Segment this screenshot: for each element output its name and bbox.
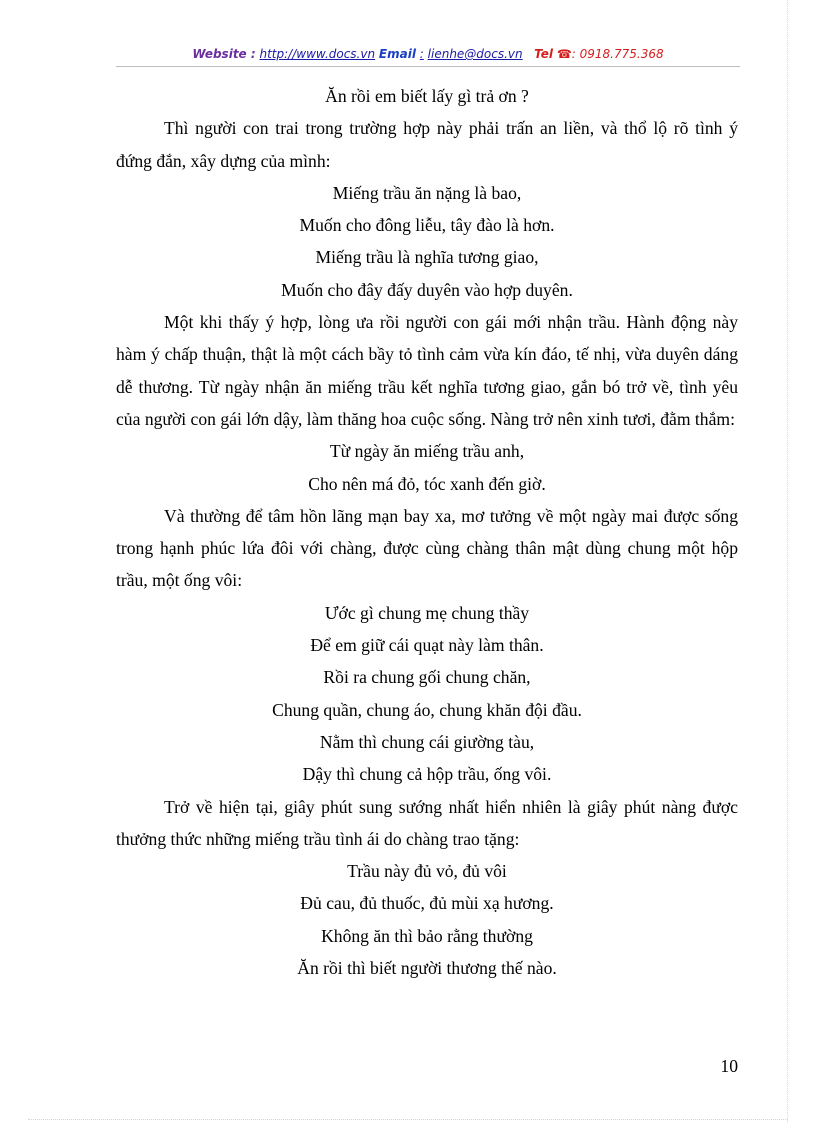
phone-number: 0918.775.368 bbox=[579, 47, 664, 61]
verse-line: Ăn rồi em biết lấy gì trả ơn ? bbox=[325, 86, 529, 106]
verse-line: Rồi ra chung gối chung chăn, bbox=[323, 667, 531, 688]
body-paragraph: Một khi thấy ý hợp, lòng ưa rồi người con gái mới nhận trầu. Hành động này hàm ý chấp thuận, thật là một cách bầy tỏ tình cảm vừa kín đáo, tế nhị, vừa duyên dáng dễ thương. Từ ngày nhận ăn miếng trầu kết nghĩa tương giao, gắn bó trở về, tình yêu của người con gái lớn dậy, làm thăng hoa cuộc sống. Nàng trở nên xinh tươi, đằm thắm: bbox=[116, 312, 738, 429]
body-paragraph: Thì người con trai trong trường hợp này phải trấn an liền, và thổ lộ rõ tình ý đứng đắn, xây dựng của mình: bbox=[116, 118, 738, 171]
email-link[interactable]: lienhe@docs.vn bbox=[427, 47, 523, 61]
header-divider bbox=[116, 66, 740, 67]
verse-line: Không ăn thì bảo rằng thường bbox=[321, 925, 533, 946]
verse-line: Đủ cau, đủ thuốc, đủ mùi xạ hương. bbox=[300, 893, 554, 914]
verse-line: Miếng trầu ăn nặng là bao, bbox=[332, 182, 522, 203]
margin-guide bbox=[787, 0, 788, 1123]
email-label: Email bbox=[378, 47, 416, 61]
verse-line: Từ ngày ăn miếng trầu anh, bbox=[329, 441, 525, 462]
body-paragraph: Trở về hiện tại, giây phút sung sướng nhất hiển nhiên là giây phút nàng được thưởng thức những miếng trầu tình ái do chàng trao tặng: bbox=[116, 796, 738, 849]
verse-line: Miếng trầu là nghĩa tương giao, bbox=[315, 247, 539, 268]
footer-divider bbox=[28, 1119, 788, 1120]
page-header bbox=[116, 47, 740, 61]
verse-line: Cho nên má đỏ, tóc xanh đến giờ. bbox=[308, 473, 546, 494]
verse-line: Nằm thì chung cái giường tàu, bbox=[319, 731, 535, 752]
phone-icon: ☎ bbox=[556, 47, 572, 61]
verse-line: Muốn cho đây đấy duyên vào hợp duyên. bbox=[281, 279, 573, 300]
website-label: Website : bbox=[192, 47, 256, 61]
verse-line: Chung quần, chung áo, chung khăn đội đầu. bbox=[272, 699, 582, 720]
tel-label: Tel bbox=[534, 47, 553, 61]
phone-separator: : bbox=[571, 47, 576, 61]
verse-line: Ước gì chung mẹ chung thầy bbox=[324, 602, 530, 623]
verse-line: Trầu này đủ vỏ, đủ vôi bbox=[347, 861, 507, 882]
body-paragraph: Và thường để tâm hồn lãng mạn bay xa, mơ tưởng về một ngày mai được sống trong hạnh phúc lứa đôi với chàng, được cùng chàng thân mật dùng chung một hộp trầu, một ống vôi: bbox=[116, 505, 738, 591]
page-number: 10 bbox=[720, 1056, 738, 1076]
verse-line: Muốn cho đông liễu, tây đào là hơn. bbox=[299, 215, 555, 236]
verse-line: Để em giữ cái quạt này làm thân. bbox=[310, 635, 544, 656]
body-text bbox=[116, 80, 738, 984]
verse-line: Dậy thì chung cả hộp trầu, ống vôi. bbox=[302, 764, 552, 785]
website-link[interactable]: http://www.docs.vn bbox=[259, 47, 376, 61]
verse-line: Ăn rồi thì biết người thương thế nào. bbox=[297, 958, 557, 979]
email-separator: : bbox=[419, 47, 424, 61]
